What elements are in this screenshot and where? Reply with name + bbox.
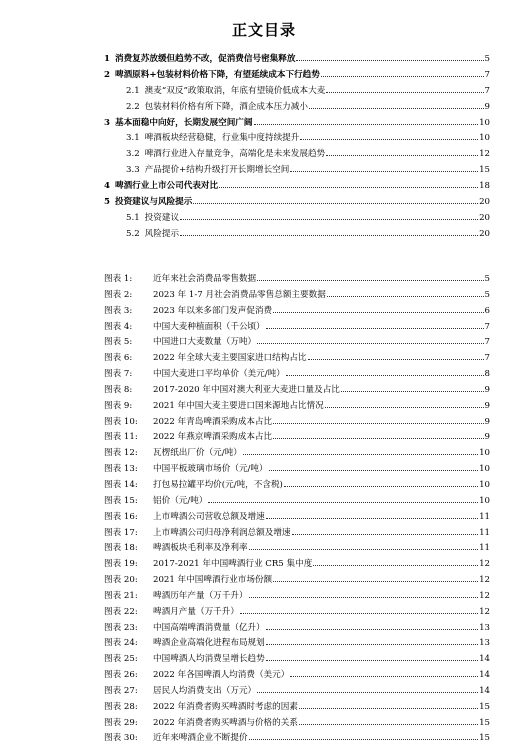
figure-entry[interactable]	[104, 462, 490, 478]
table-of-contents	[104, 52, 490, 243]
dot-leader	[325, 407, 484, 408]
figure-page-number: 13	[479, 622, 490, 633]
figure-page-number: 14	[479, 654, 490, 665]
figure-page-number: 14	[479, 685, 490, 696]
toc-entry[interactable]	[104, 227, 490, 243]
figure-label: 图表 25:	[104, 654, 138, 665]
figure-entry[interactable]	[104, 700, 490, 716]
figure-title: 中国啤酒人均消费呈增长趋势	[153, 654, 265, 665]
figure-label: 图表 5:	[104, 337, 133, 348]
dot-leader	[286, 375, 484, 376]
figure-entry[interactable]	[104, 446, 490, 462]
dot-leader	[326, 92, 483, 93]
toc-entry[interactable]	[104, 84, 490, 100]
figure-title: 2022 年消费者购买啤酒与价格的关系	[153, 717, 298, 728]
toc-title: 基本面稳中向好，长期发展空间广阔	[114, 117, 253, 128]
figure-title: 打包易拉罐平均价(元/吨，不含税)	[153, 479, 283, 490]
figure-title: 2021 年中国啤酒行业市场份额	[153, 575, 273, 586]
figure-title: 上市啤酒公司营收总额及增速	[153, 511, 265, 522]
toc-number: 1	[104, 54, 110, 64]
figure-entry[interactable]	[104, 304, 490, 320]
dot-leader	[266, 328, 484, 329]
figure-label: 图表 30:	[104, 733, 138, 744]
toc-number: 5.1	[126, 212, 140, 223]
figure-label: 图表 22:	[104, 606, 138, 617]
dot-leader	[300, 139, 478, 140]
toc-page-number: 9	[484, 101, 490, 112]
toc-page-number: 7	[484, 69, 490, 80]
figure-label: 图表 7:	[104, 369, 133, 380]
dot-leader	[290, 676, 478, 677]
figure-page-number: 7	[484, 353, 490, 364]
figure-title: 居民人均消费支出（万元）	[153, 685, 257, 696]
toc-title: 产品提价+结构升级打开长期增长空间	[144, 165, 290, 176]
dot-leader	[249, 597, 479, 598]
dot-leader	[299, 708, 478, 709]
dot-leader	[321, 76, 484, 77]
figure-entry[interactable]	[104, 367, 490, 383]
figure-label: 图表 24:	[104, 638, 138, 649]
toc-title: 澳麦“双反”政策取消，年底有望镜价低成本大麦	[144, 85, 326, 96]
toc-number: 3	[104, 117, 110, 128]
dot-leader	[257, 692, 478, 693]
figure-title: 中国大麦进口平均单价（美元/吨）	[153, 369, 285, 380]
figure-label: 图表 18:	[104, 543, 138, 554]
figure-entry[interactable]	[104, 415, 490, 431]
toc-title: 啤酒板块经营稳健，行业集中度持续提升	[144, 133, 300, 144]
figure-entry[interactable]	[104, 288, 490, 304]
figure-page-number: 12	[479, 575, 490, 586]
list-of-figures	[104, 272, 490, 747]
figure-label: 图表 26:	[104, 670, 138, 681]
toc-number: 3.1	[126, 133, 140, 144]
figure-title: 2022 年全球大麦主要国家进口结构占比	[153, 353, 307, 364]
figure-page-number: 15	[479, 701, 490, 712]
figure-title: 近年来社会消费品零售数据	[153, 274, 257, 284]
toc-entry[interactable]	[104, 147, 490, 163]
figure-label: 图表 13:	[104, 464, 138, 475]
figure-page-number: 8	[484, 369, 490, 380]
dot-leader	[308, 359, 484, 360]
figure-label: 图表 14:	[104, 479, 138, 490]
toc-page-number: 20	[479, 212, 490, 223]
figure-label: 图表 1:	[104, 274, 133, 284]
toc-number: 3.3	[126, 165, 140, 176]
figure-label: 图表 6:	[104, 353, 133, 364]
toc-entry[interactable]	[104, 163, 490, 179]
figure-page-number: 10	[479, 464, 490, 475]
dot-leader	[313, 565, 478, 566]
dot-leader	[273, 438, 483, 439]
figure-page-number: 10	[479, 448, 490, 459]
toc-page-number: 20	[479, 197, 490, 208]
figure-entry[interactable]	[104, 351, 490, 367]
figure-title: 2017-2021 年中国啤酒行业 CR5 集中度	[153, 559, 313, 570]
toc-title: 风险提示	[144, 228, 180, 239]
dot-leader	[327, 296, 484, 297]
figure-entry[interactable]	[104, 399, 490, 415]
toc-entry[interactable]	[104, 179, 490, 195]
figure-label: 图表 27:	[104, 685, 138, 696]
toc-title: 啤酒行业上市公司代表对比	[114, 181, 219, 192]
dot-leader	[296, 60, 483, 61]
dot-leader	[180, 235, 478, 236]
dot-leader	[266, 629, 478, 630]
figure-entry[interactable]	[104, 494, 490, 510]
figure-entry[interactable]	[104, 573, 490, 589]
figure-entry[interactable]	[104, 668, 490, 684]
figure-page-number: 11	[479, 527, 490, 538]
figure-entry[interactable]	[104, 335, 490, 351]
figure-page-number: 9	[484, 432, 490, 443]
figure-label: 图表 8:	[104, 384, 133, 395]
figure-page-number: 13	[479, 638, 490, 649]
figure-entry[interactable]	[104, 731, 490, 747]
figure-page-number: 11	[479, 543, 490, 554]
toc-page-number: 20	[479, 228, 490, 239]
toc-title: 啤酒原料+包装材料价格下降，有望延续成本下行趋势	[114, 69, 320, 80]
figure-entry[interactable]	[104, 272, 490, 288]
figure-label: 图表 12:	[104, 448, 138, 459]
figure-entry[interactable]	[104, 605, 490, 621]
toc-number: 2.1	[126, 85, 140, 96]
figure-label: 图表 16:	[104, 511, 138, 522]
figure-entry[interactable]	[104, 541, 490, 557]
figure-label: 图表 29:	[104, 717, 138, 728]
dot-leader	[290, 171, 478, 172]
figure-page-number: 11	[479, 511, 490, 522]
dot-leader	[180, 219, 478, 220]
figure-title: 2022 年青岛啤酒采购成本占比	[153, 416, 273, 427]
figure-page-number: 9	[484, 400, 490, 411]
toc-page-number: 15	[479, 165, 490, 176]
figure-label: 图表 17:	[104, 527, 138, 538]
figure-title: 瓦楞纸出厂价（元/吨）	[153, 448, 242, 459]
dot-leader	[273, 312, 483, 313]
figure-page-number: 10	[479, 479, 490, 490]
toc-title: 消费复苏放缓但趋势不改，促消费信号密集释放	[114, 54, 296, 64]
dot-leader	[243, 454, 478, 455]
figure-label: 图表 21:	[104, 590, 138, 601]
figure-page-number: 5	[484, 289, 490, 300]
figure-entry[interactable]	[104, 621, 490, 637]
figure-title: 啤酒历年产量（万千升）	[153, 590, 248, 601]
dot-leader	[240, 613, 478, 614]
figure-entry[interactable]	[104, 478, 490, 494]
figure-entry[interactable]	[104, 510, 490, 526]
figure-label: 图表 2:	[104, 289, 133, 300]
dot-leader	[326, 155, 478, 156]
figure-page-number: 10	[479, 495, 490, 506]
toc-entry[interactable]	[104, 211, 490, 227]
toc-entry[interactable]	[104, 68, 490, 84]
figure-label: 图表 11:	[104, 432, 138, 443]
figure-label: 图表 28:	[104, 701, 138, 712]
toc-number: 2	[104, 69, 110, 80]
dot-leader	[299, 724, 478, 725]
figure-title: 2023 年以来多部门发声促消费	[153, 305, 273, 316]
figure-title: 近年来啤酒企业不断提价	[153, 733, 248, 744]
figure-page-number: 7	[484, 337, 490, 348]
dot-leader	[249, 549, 479, 550]
toc-title: 投资建议与风险提示	[114, 197, 193, 208]
figure-title: 铝价（元/吨）	[153, 495, 208, 506]
figure-page-number: 12	[479, 590, 490, 601]
toc-entry[interactable]	[104, 195, 490, 211]
toc-title: 啤酒行业进入存量竞争，高端化是未来发展趋势	[144, 149, 326, 160]
dot-leader	[249, 739, 479, 740]
toc-page-number: 10	[479, 117, 490, 128]
figure-title: 上市啤酒公司归母净利润总额及增速	[153, 527, 291, 538]
figure-entry[interactable]	[104, 636, 490, 652]
figure-page-number: 15	[479, 733, 490, 744]
figure-title: 中国大麦种植面积（千公顷）	[153, 321, 265, 332]
toc-entry[interactable]	[104, 100, 490, 116]
dot-leader	[309, 108, 484, 109]
figure-label: 图表 15:	[104, 495, 138, 506]
figure-label: 图表 23:	[104, 622, 138, 633]
dot-leader	[254, 124, 479, 125]
figure-page-number: 5	[484, 274, 490, 284]
figure-label: 图表 20:	[104, 575, 138, 586]
figure-title: 2021 年中国大麦主要进口国来源地占比情况	[153, 400, 324, 411]
toc-page-number: 10	[479, 133, 490, 144]
figure-title: 2017-2020 年中国对澳大利亚大麦进口量及占比	[153, 384, 340, 395]
dot-leader	[273, 581, 478, 582]
figure-label: 图表 4:	[104, 321, 133, 332]
toc-title: 投资建议	[144, 212, 180, 223]
toc-entry[interactable]	[104, 52, 490, 68]
dot-leader	[266, 518, 478, 519]
dot-leader	[341, 391, 484, 392]
toc-page-number: 18	[479, 181, 490, 192]
figure-title: 2022 年各国啤酒人均消费（美元）	[153, 670, 290, 681]
toc-page-number: 12	[479, 149, 490, 160]
toc-entry[interactable]	[104, 116, 490, 132]
toc-page-number: 7	[484, 85, 490, 96]
dot-leader	[208, 502, 478, 503]
toc-entry[interactable]	[104, 131, 490, 147]
dot-leader	[257, 280, 483, 281]
figure-title: 中国高端啤酒消费量（亿升）	[153, 622, 265, 633]
figure-label: 图表 19:	[104, 559, 138, 570]
figure-title: 中国进口大麦数量（万吨）	[153, 337, 257, 348]
figure-page-number: 12	[479, 606, 490, 617]
toc-title: 包装材料价格有所下降，酒企成本压力减小	[144, 101, 308, 112]
figure-title: 啤酒月产量（万千升）	[153, 606, 239, 617]
figure-page-number: 14	[479, 670, 490, 681]
figure-title: 2023 年 1-7 月社会消费品零售总额主要数据	[153, 289, 326, 300]
figure-title: 2022 年燕京啤酒采购成本占比	[153, 432, 273, 443]
page-title: 正文目录	[231, 21, 296, 39]
figure-title: 中国平板玻璃市场价（元/吨）	[153, 464, 268, 475]
figure-entry[interactable]	[104, 684, 490, 700]
dot-leader	[266, 644, 478, 645]
figure-label: 图表 3:	[104, 305, 133, 316]
figure-page-number: 12	[479, 559, 490, 570]
toc-number: 5.2	[126, 228, 140, 239]
figure-entry[interactable]	[104, 320, 490, 336]
figure-page-number: 9	[484, 416, 490, 427]
toc-number: 4	[104, 181, 110, 192]
figure-page-number: 6	[484, 305, 490, 316]
figure-entry[interactable]	[104, 383, 490, 399]
dot-leader	[273, 423, 483, 424]
figure-label: 图表 10:	[104, 416, 138, 427]
dot-leader	[284, 486, 478, 487]
figure-title: 啤酒板块毛利率及净利率	[153, 543, 248, 554]
figure-entry[interactable]	[104, 430, 490, 446]
toc-number: 3.2	[126, 149, 140, 160]
figure-entry[interactable]	[104, 652, 490, 668]
figure-label: 图表 9:	[104, 400, 133, 411]
figure-entry[interactable]	[104, 557, 490, 573]
toc-number: 2.2	[126, 101, 140, 112]
dot-leader	[292, 534, 479, 535]
figure-page-number: 7	[484, 321, 490, 332]
figure-title: 2022 年消费者购买啤酒时考虑的因素	[153, 701, 298, 712]
figure-title: 啤酒企业高端化进程布局规划	[153, 638, 265, 649]
dot-leader	[257, 343, 483, 344]
toc-page-number: 5	[484, 54, 490, 64]
toc-number: 5	[104, 197, 110, 208]
dot-leader	[193, 203, 478, 204]
dot-leader	[266, 660, 478, 661]
figure-page-number: 15	[479, 717, 490, 728]
figure-entry[interactable]	[104, 716, 490, 732]
figure-entry[interactable]	[104, 589, 490, 605]
figure-page-number: 9	[484, 384, 490, 395]
figure-entry[interactable]	[104, 526, 490, 542]
dot-leader	[219, 187, 478, 188]
dot-leader	[269, 470, 478, 471]
